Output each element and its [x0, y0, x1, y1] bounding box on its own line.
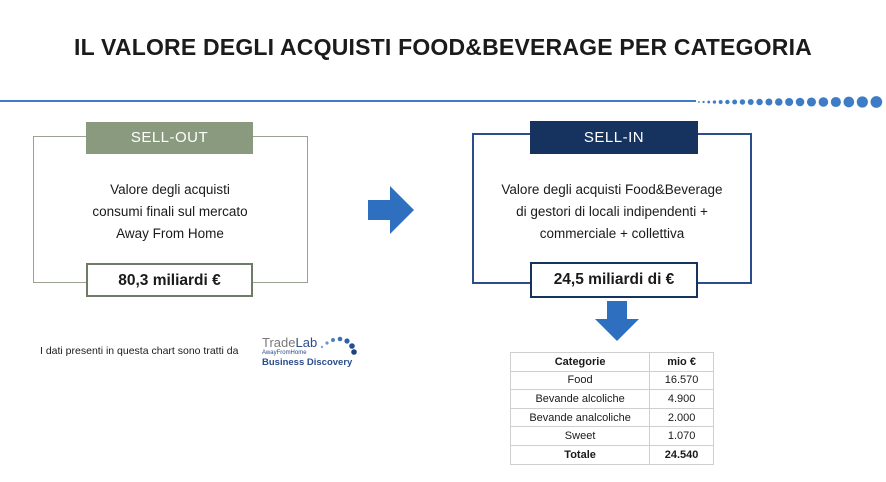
column-header-mio: mio €	[650, 353, 714, 372]
table-row	[511, 390, 714, 409]
decorative-dot	[698, 101, 700, 103]
category-cell: Bevande analcoliche	[511, 408, 650, 427]
decorative-dot	[725, 100, 729, 104]
decorative-dot	[819, 97, 829, 107]
total-value-cell: 24.540	[650, 445, 714, 464]
logo-subtitle: AwayFromHome	[262, 350, 307, 356]
sell-out-line-1: Valore degli acquisti	[110, 182, 230, 197]
decorative-dot	[831, 97, 841, 107]
logo-lab: Lab	[295, 335, 318, 350]
decorative-dots	[696, 94, 886, 110]
sell-in-line-2: di gestori di locali indipendenti +	[516, 204, 708, 219]
decorative-dot	[719, 100, 723, 104]
decorative-dot	[713, 100, 716, 103]
table-row	[511, 371, 714, 390]
source-note: I dati presenti in questa chart sono tratti da	[40, 345, 239, 357]
value-cell: 2.000	[650, 408, 714, 427]
column-header-categorie: Categorie	[511, 353, 650, 372]
decorative-dot	[844, 97, 855, 108]
sell-out-header: SELL-OUT	[86, 122, 253, 154]
category-cell: Bevande alcoliche	[511, 390, 650, 409]
sell-in-line-3: commerciale + collettiva	[539, 226, 685, 241]
decorative-dot	[857, 96, 868, 107]
value-cell: 1.070	[650, 427, 714, 446]
value-cell: 4.900	[650, 390, 714, 409]
decorative-dot	[702, 101, 704, 103]
decorative-dot	[765, 99, 772, 106]
tradelab-logo	[262, 335, 358, 369]
decorative-dot	[732, 100, 737, 105]
decorative-dot	[807, 97, 816, 106]
decorative-dot	[796, 98, 805, 107]
decorative-dot	[775, 98, 783, 106]
arrow-down-icon	[595, 301, 639, 341]
table-total-row	[511, 445, 714, 464]
sell-out-line-3: Away From Home	[116, 226, 224, 241]
table-header-row	[511, 353, 714, 372]
category-cell: Sweet	[511, 427, 650, 446]
sell-in-line-1: Valore degli acquisti Food&Beverage	[501, 182, 723, 197]
page-title: IL VALORE DEGLI ACQUISTI FOOD&BEVERAGE PER CATEGORIA	[74, 34, 812, 60]
decorative-dot	[748, 99, 754, 105]
value-cell: 16.570	[650, 371, 714, 390]
sell-out-value: 80,3 miliardi €	[86, 263, 253, 297]
arrow-right-icon	[368, 186, 414, 234]
sell-out-line-2: consumi finali sul mercato	[92, 204, 248, 219]
logo-trade: Trade	[262, 335, 296, 350]
title-divider	[0, 100, 696, 102]
decorative-dot	[756, 99, 762, 105]
sell-in-header: SELL-IN	[530, 121, 698, 154]
decorative-dot	[785, 98, 793, 106]
sell-in-description	[476, 179, 748, 245]
total-label-cell: Totale	[511, 445, 650, 464]
decorative-dot	[740, 99, 745, 104]
table-row	[511, 408, 714, 427]
decorative-dot	[871, 96, 883, 108]
logo-tagline: Business Discovery	[262, 357, 353, 368]
categories-table	[510, 352, 714, 465]
category-cell: Food	[511, 371, 650, 390]
sell-in-value: 24,5 miliardi di €	[530, 262, 698, 298]
logo-dots-icon	[320, 335, 358, 357]
decorative-dot	[707, 101, 710, 104]
table-row	[511, 427, 714, 446]
sell-out-description	[60, 179, 280, 245]
